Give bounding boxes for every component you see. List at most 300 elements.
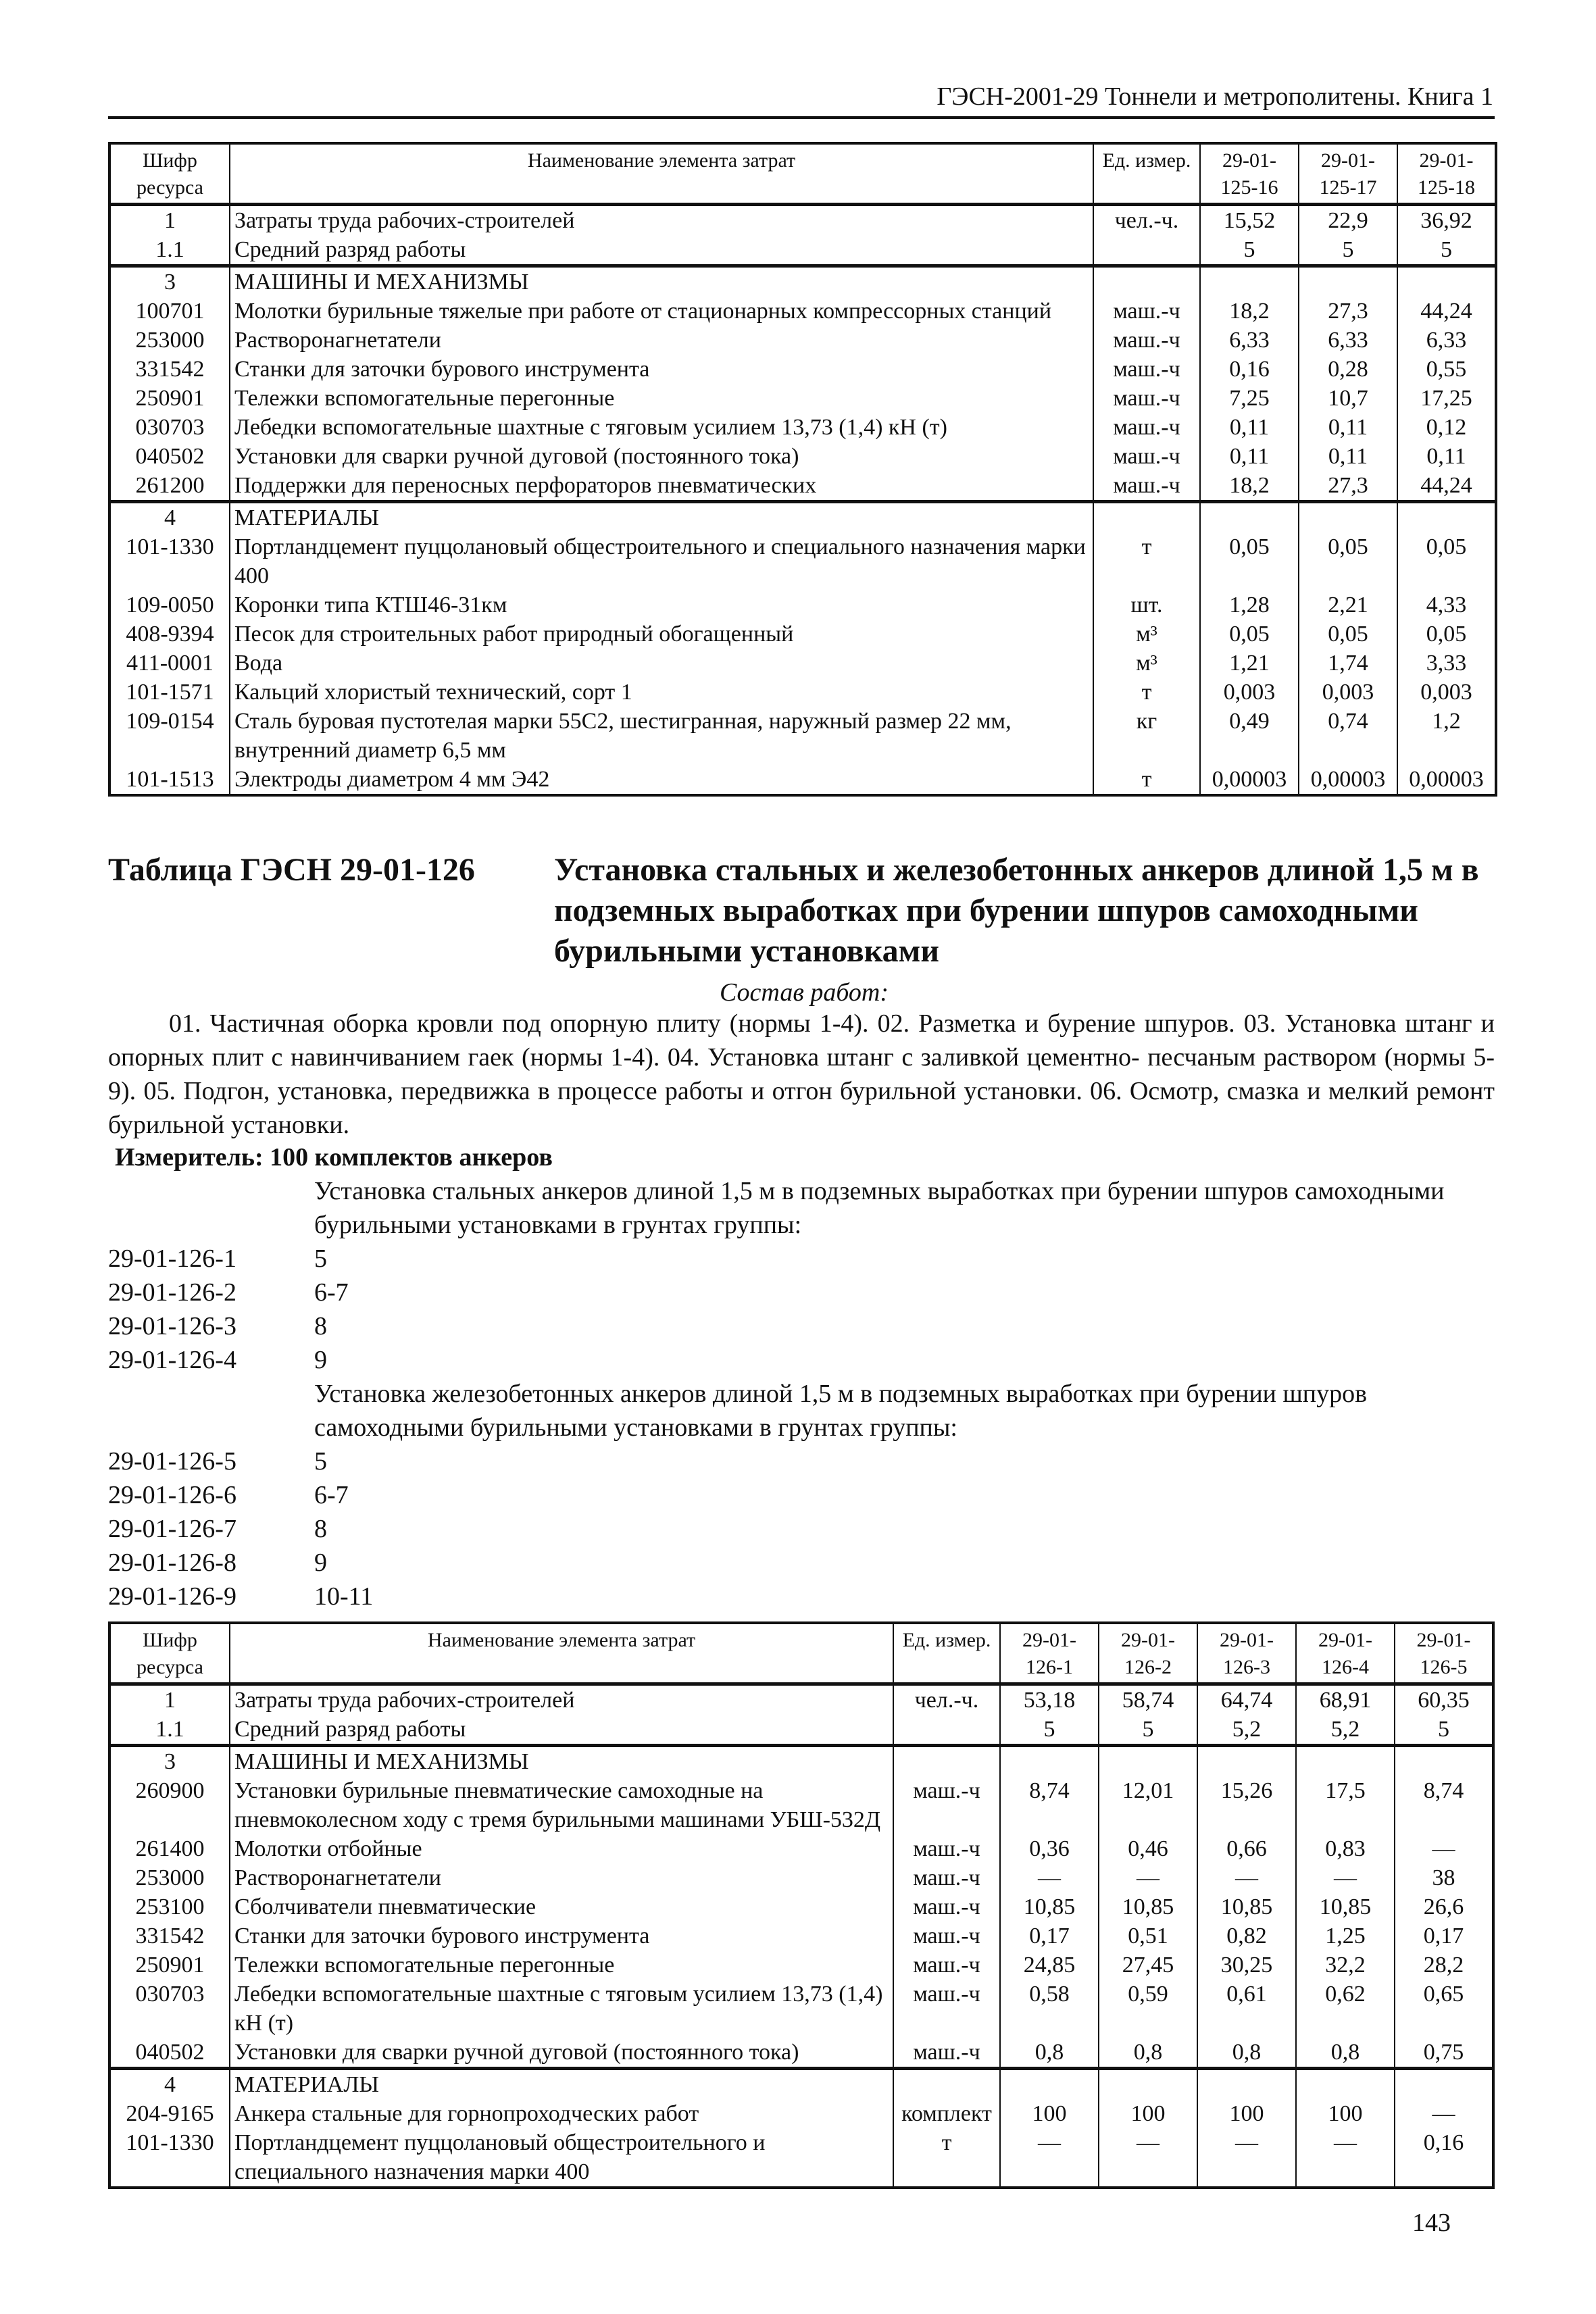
norm-value: 1,28 [1200,590,1299,620]
column-header-name: Наименование элемента затрат [230,143,1093,205]
resource-name: Песок для строительных работ природный обогащенный [230,620,1093,649]
norm-value: 0,05 [1397,532,1496,590]
resource-name: Лебедки вспомогательные шахтные с тяговым усилием 13,73 (1,4) кН (т) [230,1980,893,2038]
resource-code: 3 [109,266,230,297]
norm-value: 0,00003 [1299,765,1397,795]
norm-value: 0,00003 [1200,765,1299,795]
section-row [109,266,1496,297]
unit-of-measure: маш.-ч [893,1776,1000,1834]
norm-value: 10,85 [1000,1892,1099,1921]
resource-name: Лебедки вспомогательные шахтные с тяговым усилием 13,73 (1,4) кН (т) [230,413,1093,442]
norm-value: 0,55 [1397,355,1496,384]
page-number: 143 [1412,2209,1451,2237]
table-row [109,1951,1493,1980]
norm-value: 36,92 [1397,205,1496,236]
resource-name: Молотки отбойные [230,1834,893,1863]
norm-code: 29-01-126-5 [108,1447,236,1476]
resource-name: Сталь буровая пустотелая марки 55С2, шестигранная, наружный размер 22 мм, внутренний диаметр 6,5 мм [230,707,1093,765]
unit-of-measure: маш.-ч [893,1951,1000,1980]
norm-value [1397,266,1496,297]
resource-code: 3 [109,1746,230,1777]
norm-value: 17,5 [1296,1776,1395,1834]
norm-code: 29-01-126-2 [108,1278,236,1307]
unit-of-measure: м³ [1093,620,1200,649]
norm-value: 0,59 [1099,1980,1197,2038]
header-divider [108,116,1495,119]
norm-value [1000,1746,1099,1777]
soil-group: 8 [314,1312,327,1340]
norm-value: 44,24 [1397,471,1496,502]
resource-name: Сболчиватели пневматические [230,1892,893,1921]
resource-code: 411-0001 [109,649,230,678]
norm-value [1000,2069,1099,2100]
table-heading: Установка стальных и железобетонных анкеров длиной 1,5 м в подземных выработках при бурении шпуров самоходными бурильными установками [554,852,1479,969]
unit-of-measure [1093,266,1200,297]
section-row [109,502,1496,533]
resource-name: Станки для заточки бурового инструмента [230,1921,893,1951]
norm-value: 0,00003 [1397,765,1496,795]
group-description: Установка железобетонных анкеров длиной 1,5 м в подземных выработках при бурении шпуров самоходными бурильными установками в грунтах группы: [314,1380,1368,1442]
norm-code: 29-01-126-6 [108,1481,236,1509]
resource-code: 040502 [109,2038,230,2069]
column-header-norm: 29-01-126-4 [1296,1623,1395,1684]
soil-group: 5 [314,1244,327,1273]
column-header-norm: 29-01-125-16 [1200,143,1299,205]
norm-value: — [1000,1863,1099,1892]
norm-value [1200,266,1299,297]
table-row [109,442,1496,471]
unit-of-measure: маш.-ч [1093,413,1200,442]
unit-of-measure: т [1093,765,1200,795]
resource-code: 109-0050 [109,590,230,620]
unit-of-measure: комплект [893,2099,1000,2128]
resource-code: 1 [109,205,230,236]
table-row [109,1715,1493,1746]
column-header-code: Шифр ресурса [109,143,230,205]
norm-value: 0,05 [1299,532,1397,590]
norm-value: 8,74 [1395,1776,1493,1834]
norm-value: 0,75 [1395,2038,1493,2069]
resource-code: 260900 [109,1776,230,1834]
table-header-row [109,143,1496,205]
norm-value: 30,25 [1197,1951,1296,1980]
resource-code: 261200 [109,471,230,502]
column-header-code: Шифр ресурса [109,1623,230,1684]
norm-value: 5,2 [1197,1715,1296,1746]
resource-table-125 [108,142,1497,797]
norm-value: 68,91 [1296,1684,1395,1715]
norm-value: 6,33 [1397,326,1496,355]
table-row [109,1980,1493,2038]
table-row [109,1776,1493,1834]
norm-value: 0,8 [1296,2038,1395,2069]
resource-code: 331542 [109,355,230,384]
norm-value: 8,74 [1000,1776,1099,1834]
norm-value: 0,28 [1299,355,1397,384]
table-row [109,413,1496,442]
unit-of-measure: маш.-ч [893,1834,1000,1863]
column-header-norm: 29-01-126-3 [1197,1623,1296,1684]
norm-value: — [1296,1863,1395,1892]
norm-value: 5 [1200,235,1299,266]
resource-name: Кальций хлористый технический, сорт 1 [230,678,1093,707]
resource-name: Установки для сварки ручной дуговой (постоянного тока) [230,442,1093,471]
norm-value [1099,2069,1197,2100]
resource-code: 4 [109,2069,230,2100]
norm-value: 5 [1397,235,1496,266]
norm-code: 29-01-126-9 [108,1582,236,1611]
norm-value: 38 [1395,1863,1493,1892]
unit-of-measure: маш.-ч [1093,297,1200,326]
unit-of-measure: м³ [1093,649,1200,678]
norm-value: 0,11 [1299,413,1397,442]
resource-name: МАШИНЫ И МЕХАНИЗМЫ [230,1746,893,1777]
norm-value: 0,05 [1299,620,1397,649]
resource-name: МАТЕРИАЛЫ [230,502,1093,533]
unit-of-measure: маш.-ч [1093,442,1200,471]
table-row [109,297,1496,326]
norm-value: 64,74 [1197,1684,1296,1715]
norm-value: 0,003 [1397,678,1496,707]
norm-value: 100 [1000,2099,1099,2128]
norm-value: — [1197,1863,1296,1892]
unit-of-measure: маш.-ч [893,1892,1000,1921]
norm-value: 0,66 [1197,1834,1296,1863]
norm-value: 0,16 [1200,355,1299,384]
norm-value: 0,74 [1299,707,1397,765]
section-row [109,1746,1493,1777]
norm-value: 0,11 [1299,442,1397,471]
norm-value: — [1099,1863,1197,1892]
group-description: Установка стальных анкеров длиной 1,5 м в подземных выработках при бурении шпуров самоходными бурильными установками в грунтах группы: [314,1177,1445,1239]
resource-code: 100701 [109,297,230,326]
norm-value: 17,25 [1397,384,1496,413]
resource-name: Установки для сварки ручной дуговой (постоянного тока) [230,2038,893,2069]
unit-of-measure: т [1093,678,1200,707]
resource-code: 101-1330 [109,532,230,590]
norm-value: 1,21 [1200,649,1299,678]
resource-code: 261400 [109,1834,230,1863]
resource-name: МАШИНЫ И МЕХАНИЗМЫ [230,266,1093,297]
resource-name: Установки бурильные пневматические самоходные на пневмоколесном ходу с тремя бурильными машинами УБШ-532Д [230,1776,893,1834]
norm-value: 10,85 [1099,1892,1197,1921]
resource-name: Станки для заточки бурового инструмента [230,355,1093,384]
soil-group: 9 [314,1549,327,1577]
column-header-unit: Ед. измер. [893,1623,1000,1684]
resource-code: 101-1330 [109,2128,230,2188]
unit-of-measure: маш.-ч [1093,355,1200,384]
resource-code: 1 [109,1684,230,1715]
norm-value: 6,33 [1200,326,1299,355]
table-row [109,326,1496,355]
norm-value [1197,2069,1296,2100]
table-row [109,1684,1493,1715]
resource-code: 1.1 [109,235,230,266]
unit-of-measure: маш.-ч [893,1980,1000,2038]
works-title: Состав работ: [719,978,889,1007]
resource-name: Электроды диаметром 4 мм Э42 [230,765,1093,795]
norm-value [1197,1746,1296,1777]
unit-of-measure: маш.-ч [1093,471,1200,502]
resource-name: Тележки вспомогательные перегонные [230,384,1093,413]
resource-code: 250901 [109,384,230,413]
soil-group: 9 [314,1346,327,1374]
unit-of-measure [1093,235,1200,266]
norm-value: 12,01 [1099,1776,1197,1834]
resource-name: Затраты труда рабочих-строителей [230,1684,893,1715]
norm-value: — [1395,1834,1493,1863]
resource-name: Вода [230,649,1093,678]
norm-value: 0,05 [1200,532,1299,590]
table-row [109,2099,1493,2128]
norm-value: 0,11 [1397,442,1496,471]
resource-code: 030703 [109,413,230,442]
resource-code: 101-1513 [109,765,230,795]
norm-value: 100 [1197,2099,1296,2128]
norm-value: 100 [1296,2099,1395,2128]
column-header-norm: 29-01-126-2 [1099,1623,1197,1684]
soil-group: 8 [314,1515,327,1543]
norm-value: 26,6 [1395,1892,1493,1921]
norm-value: 100 [1099,2099,1197,2128]
norm-value: 0,82 [1197,1921,1296,1951]
table-row [109,620,1496,649]
norm-value [1395,1746,1493,1777]
norm-value: 0,12 [1397,413,1496,442]
norm-value: 0,61 [1197,1980,1296,2038]
resource-code: 331542 [109,1921,230,1951]
table-row [109,1863,1493,1892]
norm-value [1296,2069,1395,2100]
column-header-name: Наименование элемента затрат [230,1623,893,1684]
unit-of-measure: маш.-ч [1093,326,1200,355]
table-header-row [109,1623,1493,1684]
norm-value: 58,74 [1099,1684,1197,1715]
table-row [109,1892,1493,1921]
norm-value: 5 [1395,1715,1493,1746]
norm-value: 0,46 [1099,1834,1197,1863]
norm-value: 0,51 [1099,1921,1197,1951]
norm-value: 10,7 [1299,384,1397,413]
unit-of-measure: маш.-ч [1093,384,1200,413]
resource-name: Затраты труда рабочих-строителей [230,205,1093,236]
norm-value: — [1296,2128,1395,2188]
norm-value: 10,85 [1197,1892,1296,1921]
unit-of-measure [893,2069,1000,2100]
section-row [109,2069,1493,2100]
norm-value: 0,8 [1197,2038,1296,2069]
norm-value: 5 [1000,1715,1099,1746]
norm-value: 4,33 [1397,590,1496,620]
norm-value: 5 [1299,235,1397,266]
table-row [109,678,1496,707]
resource-code: 408-9394 [109,620,230,649]
unit-of-measure: чел.-ч. [1093,205,1200,236]
unit-of-measure: маш.-ч [893,1921,1000,1951]
norm-value: 1,25 [1296,1921,1395,1951]
norm-value [1299,502,1397,533]
table-row [109,1834,1493,1863]
norm-value: 0,16 [1395,2128,1493,2188]
norm-code: 29-01-126-1 [108,1244,236,1273]
table-body [109,1684,1493,2188]
norm-value [1397,502,1496,533]
norm-value: — [1099,2128,1197,2188]
resource-name: Растворонагнетатели [230,326,1093,355]
soil-group: 10-11 [314,1582,374,1611]
norm-value: 5,2 [1296,1715,1395,1746]
norm-value: 5 [1099,1715,1197,1746]
resource-code: 253100 [109,1892,230,1921]
norm-value [1395,2069,1493,2100]
column-header-norm: 29-01-125-18 [1397,143,1496,205]
resource-code: 253000 [109,1863,230,1892]
resource-name: Растворонагнетатели [230,1863,893,1892]
norm-value: 0,11 [1200,442,1299,471]
norm-value [1099,1746,1197,1777]
works-description: 01. Частичная оборка кровли под опорную плиту (нормы 1-4). 02. Разметка и бурение шпуров. 03. Установка штанг и опорных плит с навинчиванием гаек (нормы 1-4). 04. Установка штанг с заливкой цементно- песчаным раствором (нормы 5-9). 05. Подгон, установка, передвижка в процессе работы и отгон бурильной установки. 06. Осмотр, смазка и мелкий ремонт бурильной установки. [108,1009,1495,1139]
page-header: ГЭСН-2001-29 Тоннели и метрополитены. Книга 1 [937,82,1493,111]
norm-value [1200,502,1299,533]
norm-code: 29-01-126-7 [108,1515,236,1543]
norm-code: 29-01-126-3 [108,1312,236,1340]
norm-value: 0,83 [1296,1834,1395,1863]
soil-group: 6-7 [314,1481,349,1509]
norm-value: 0,05 [1397,620,1496,649]
norm-value: — [1395,2099,1493,2128]
norm-value: 27,3 [1299,297,1397,326]
norm-value: 10,85 [1296,1892,1395,1921]
norm-value: 6,33 [1299,326,1397,355]
norm-value: 1,2 [1397,707,1496,765]
norm-value: 28,2 [1395,1951,1493,1980]
resource-code: 204-9165 [109,2099,230,2128]
measure-unit: Измеритель: 100 комплектов анкеров [115,1143,553,1172]
unit-of-measure: маш.-ч [893,1863,1000,1892]
norm-value: 32,2 [1296,1951,1395,1980]
norm-value: 0,8 [1000,2038,1099,2069]
resource-name: МАТЕРИАЛЫ [230,2069,893,2100]
norm-value: 0,05 [1200,620,1299,649]
table-code: Таблица ГЭСН 29-01-126 [108,852,475,888]
unit-of-measure: чел.-ч. [893,1684,1000,1715]
table-row [109,384,1496,413]
norm-value: 3,33 [1397,649,1496,678]
norm-value: 27,45 [1099,1951,1197,1980]
table-row [109,355,1496,384]
unit-of-measure: шт. [1093,590,1200,620]
norm-code: 29-01-126-4 [108,1346,236,1374]
resource-code: 109-0154 [109,707,230,765]
norm-value: — [1197,2128,1296,2188]
norm-value: 0,17 [1395,1921,1493,1951]
norm-value [1296,1746,1395,1777]
resource-name: Тележки вспомогательные перегонные [230,1951,893,1980]
norm-value: 22,9 [1299,205,1397,236]
norm-value: 2,21 [1299,590,1397,620]
norm-value: 7,25 [1200,384,1299,413]
unit-of-measure [893,1715,1000,1746]
unit-of-measure [893,1746,1000,1777]
resource-code: 030703 [109,1980,230,2038]
resource-name: Анкера стальные для горнопроходческих работ [230,2099,893,2128]
table-body [109,205,1496,796]
norm-value: 0,003 [1200,678,1299,707]
norm-value: 0,8 [1099,2038,1197,2069]
norm-value: 0,11 [1200,413,1299,442]
table-row [109,649,1496,678]
resource-name: Поддержки для переносных перфораторов пневматических [230,471,1093,502]
norm-value: 0,49 [1200,707,1299,765]
table-row [109,235,1496,266]
resource-table-126 [108,1621,1495,2189]
resource-name: Средний разряд работы [230,235,1093,266]
norm-value: 27,3 [1299,471,1397,502]
norm-value: 0,65 [1395,1980,1493,2038]
norm-value: 1,74 [1299,649,1397,678]
table-row [109,2038,1493,2069]
norm-value [1299,266,1397,297]
column-header-norm: 29-01-126-1 [1000,1623,1099,1684]
resource-code: 101-1571 [109,678,230,707]
norm-value: 60,35 [1395,1684,1493,1715]
table-row [109,205,1496,236]
table-row [109,532,1496,590]
norm-value: 18,2 [1200,297,1299,326]
unit-of-measure: т [893,2128,1000,2188]
norm-value: 0,58 [1000,1980,1099,2038]
column-header-norm: 29-01-125-17 [1299,143,1397,205]
unit-of-measure [1093,502,1200,533]
table-row [109,707,1496,765]
resource-code: 250901 [109,1951,230,1980]
table-row [109,2128,1493,2188]
resource-code: 1.1 [109,1715,230,1746]
norm-value: — [1000,2128,1099,2188]
resource-name: Молотки бурильные тяжелые при работе от стационарных компрессорных станций [230,297,1093,326]
resource-code: 040502 [109,442,230,471]
column-header-unit: Ед. измер. [1093,143,1200,205]
unit-of-measure: т [1093,532,1200,590]
norm-value: 0,36 [1000,1834,1099,1863]
soil-group: 5 [314,1447,327,1476]
norm-value: 24,85 [1000,1951,1099,1980]
table-row [109,1921,1493,1951]
table-row [109,765,1496,795]
resource-code: 253000 [109,326,230,355]
unit-of-measure: маш.-ч [893,2038,1000,2069]
resource-code: 4 [109,502,230,533]
table-row [109,471,1496,502]
norm-value: 18,2 [1200,471,1299,502]
resource-name: Портландцемент пуццолановый общестроительного и специального назначения марки 400 [230,2128,893,2188]
table-row [109,590,1496,620]
soil-group: 6-7 [314,1278,349,1307]
norm-value: 0,003 [1299,678,1397,707]
norm-value: 44,24 [1397,297,1496,326]
norm-value: 53,18 [1000,1684,1099,1715]
column-header-norm: 29-01-126-5 [1395,1623,1493,1684]
resource-name: Средний разряд работы [230,1715,893,1746]
resource-name: Портландцемент пуццолановый общестроительного и специального назначения марки 400 [230,532,1093,590]
norm-value: 15,52 [1200,205,1299,236]
norm-code: 29-01-126-8 [108,1549,236,1577]
norm-value: 15,26 [1197,1776,1296,1834]
norm-value: 0,17 [1000,1921,1099,1951]
norm-value: 0,62 [1296,1980,1395,2038]
resource-name: Коронки типа КТШ46-31км [230,590,1093,620]
unit-of-measure: кг [1093,707,1200,765]
